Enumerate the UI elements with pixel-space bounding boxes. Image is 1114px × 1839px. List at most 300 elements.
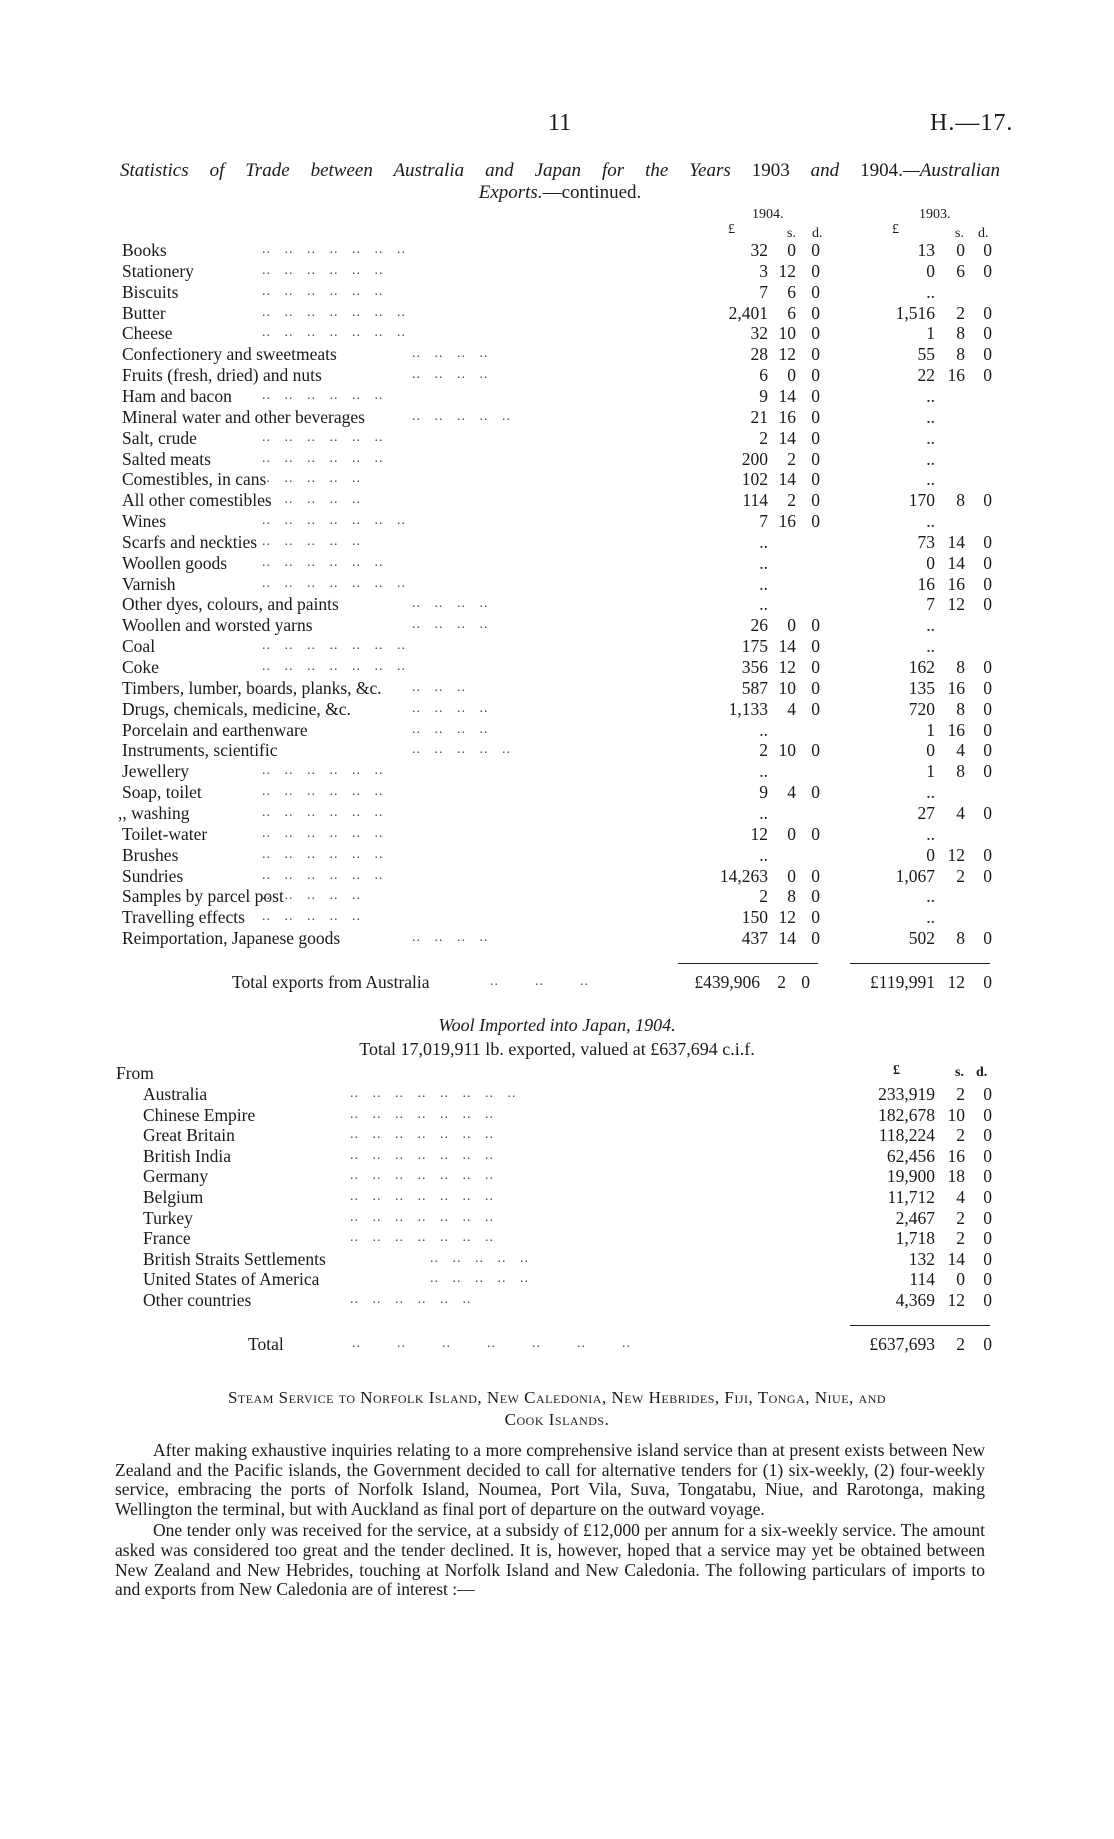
value-pence-1904: 0 [811,511,820,531]
value-pounds-1904: 9 [759,782,768,802]
value-shillings-1903: 6 [956,261,965,281]
leader-dots: .. .. .. .. .. [430,1271,529,1286]
value-pence-1903: 0 [983,678,992,698]
value-pounds-1903: .. [926,449,935,469]
leader-dots: .. .. .. .. .. .. [262,763,384,778]
wool-pence: 0 [983,1146,992,1166]
value-pence-1903: 0 [983,303,992,323]
leader-dots: .. .. .. .. .. .. [262,555,384,570]
row-label: Drugs, chemicals, medicine, &c. [122,699,351,719]
value-pence-1903: 0 [983,928,992,948]
value-pounds-1903: 0 [926,740,935,760]
wool-country: Belgium [143,1187,204,1207]
row-label: Biscuits [122,282,179,302]
table-row [0,449,1114,469]
wool-pence: 0 [983,1125,992,1145]
value-shillings-1903: 8 [956,344,965,364]
wool-country: British Straits Settlements [143,1249,326,1269]
row-label: All other comestibles [122,490,272,510]
leader-dots: .. .. .. .. .. .. [350,1292,472,1307]
leader-dots: .. .. .. .. .. .. .. [350,1210,494,1225]
wool-row [0,1125,1114,1145]
total-shillings-1904: 2 [777,972,786,992]
value-pounds-1904: 12 [750,824,768,844]
row-label: ,, washing [118,803,190,823]
wool-row [0,1084,1114,1104]
row-label: Woollen goods [122,553,228,573]
leader-dots: .. .. .. .. .. .. .. [262,659,406,674]
value-shillings-1903: 16 [947,574,965,594]
value-shillings-1904: 4 [787,782,796,802]
value-pounds-1903: 13 [917,240,935,260]
value-pounds-1903: 0 [926,553,935,573]
value-pounds-1904: 2,401 [728,303,768,323]
paragraph-1: After making exhaustive inquiries relating to a more comprehensive island service than at present exists between New Zealand and the Pacific islands, the Government decided to call for alternative tenders for (1) six-weekly, (2) four-weekly service, embracing the ports of Norfolk Island, Noumea, Port Vila, Suva, Tongatabu, Niue, and Rarotonga, making Wellington the terminal, but with Auckland as final port of departure on the outward voyage. [115,1440,985,1519]
wool-row [0,1166,1114,1186]
table-row [0,720,1114,740]
value-pence-1903: 0 [983,803,992,823]
row-label: Salted meats [122,449,211,469]
leader-dots: .. .. .. .. .. .. .. [350,1107,494,1122]
value-shillings-1903: 0 [956,240,965,260]
value-pounds-1904: .. [759,574,768,594]
table-row [0,928,1114,948]
value-pence-1904: 0 [811,344,820,364]
value-pounds-1903: 1 [926,761,935,781]
wool-country: Turkey [143,1208,193,1228]
value-shillings-1903: 14 [947,553,965,573]
value-pence-1904: 0 [811,428,820,448]
value-pounds-1903: 16 [917,574,935,594]
value-pounds-1904: 7 [759,282,768,302]
value-pounds-1904: 21 [750,407,768,427]
value-pounds-1904: 587 [741,678,768,698]
value-pence-1903: 0 [983,845,992,865]
wool-row [0,1228,1114,1248]
value-shillings-1903: 8 [956,323,965,343]
value-pounds-1904: 7 [759,511,768,531]
col-pounds-1903: £ [892,222,899,237]
table-row [0,678,1114,698]
value-pounds-1904: 28 [750,344,768,364]
leader-dots: .. .. .. .. .. [412,742,511,757]
table-row [0,761,1114,781]
value-pence-1904: 0 [811,824,820,844]
wool-subheading: Total 17,019,911 lb. exported, valued at £637,694 c.i.f. [359,1039,755,1059]
wool-pence: 0 [983,1208,992,1228]
value-pounds-1903: 0 [926,845,935,865]
value-shillings-1904: 0 [787,866,796,886]
value-pounds-1903: .. [926,615,935,635]
table-title: Statistics of Trade between Australia and Japan for the Years 1903 and 1904.—Australian Exports.—continued. [120,160,1001,203]
value-pence-1903: 0 [983,720,992,740]
value-pence-1903: 0 [983,553,992,573]
value-shillings-1904: 2 [787,490,796,510]
col-pounds-1904: £ [728,222,735,237]
table-row [0,740,1114,760]
value-pence-1903: 0 [983,490,992,510]
value-shillings-1904: 10 [778,678,796,698]
value-pence-1903: 0 [983,699,992,719]
leader-dots: .. .. .. .. .. .. [262,284,384,299]
col-pence-1903: d. [978,226,989,241]
value-shillings-1903: 12 [947,594,965,614]
wool-country: Australia [143,1084,208,1104]
wool-row [0,1249,1114,1269]
value-pence-1903: 0 [983,261,992,281]
wool-pounds: 118,224 [878,1125,935,1145]
table-row [0,428,1114,448]
value-shillings-1903: 8 [956,657,965,677]
value-shillings-1904: 14 [778,469,796,489]
table-row [0,303,1114,323]
value-pounds-1904: 437 [741,928,768,948]
row-label: Timbers, lumber, boards, planks, &c. [122,678,382,698]
leader-dots: .. .. .. .. .. .. [262,847,384,862]
value-pence-1904: 0 [811,407,820,427]
wool-shillings: 2 [956,1228,965,1248]
value-pence-1903: 0 [983,344,992,364]
value-pence-1904: 0 [811,886,820,906]
total-label: Total exports from Australia [232,972,430,992]
value-shillings-1903: 8 [956,928,965,948]
value-pounds-1904: 2 [759,428,768,448]
table-row [0,261,1114,281]
value-pounds-1904: 2 [759,740,768,760]
value-pence-1904: 0 [811,615,820,635]
row-label: Jewellery [122,761,190,781]
value-pence-1904: 0 [811,449,820,469]
value-pounds-1903: .. [926,886,935,906]
value-shillings-1904: 12 [778,657,796,677]
leader-dots: .. .. .. .. .. .. .. [350,1168,494,1183]
value-shillings-1904: 10 [778,323,796,343]
table-row [0,699,1114,719]
value-pence-1903: 0 [983,365,992,385]
wool-from-label: From [116,1063,154,1083]
value-pence-1904: 0 [811,469,820,489]
leader-dots: .. .. .. .. .. [262,471,361,486]
row-label: Soap, toilet [122,782,202,802]
steam-body [115,1441,985,1600]
value-pounds-1903: 22 [917,365,935,385]
value-shillings-1903: 4 [956,740,965,760]
value-pence-1904: 0 [811,303,820,323]
page-reference: H.—17. [930,110,1014,136]
wool-col-pounds: £ [893,1063,900,1078]
value-pence-1904: 0 [811,636,820,656]
value-pence-1904: 0 [811,782,820,802]
row-label: Salt, crude [122,428,197,448]
wool-row [0,1146,1114,1166]
value-pounds-1904: 1,133 [728,699,768,719]
row-label: Confectionery and sweetmeats [122,344,337,364]
leader-dots: .. .. .. .. [412,617,489,632]
table-row [0,386,1114,406]
steam-heading-line1: Steam Service to Norfolk Island, New Caledonia, New Hebrides, Fiji, Tonga, Niue, and [227,1388,887,1407]
value-pence-1904: 0 [811,699,820,719]
value-pence-1904: 0 [811,240,820,260]
wool-row [0,1269,1114,1289]
wool-pence: 0 [983,1290,992,1310]
wool-pounds: 233,919 [878,1084,935,1104]
value-shillings-1904: 16 [778,511,796,531]
value-pounds-1903: .. [926,469,935,489]
value-pounds-1904: 114 [742,490,768,510]
leader-dots: .. .. .. .. .. [262,888,361,903]
table-row [0,615,1114,635]
leader-dots: .. .. .. .. .. .. .. [262,638,406,653]
table-row [0,803,1114,823]
wool-pounds: 182,678 [878,1105,935,1125]
value-shillings-1904: 6 [787,282,796,302]
leader-dots: .. .. .. .. .. .. .. [262,513,406,528]
value-pence-1904: 0 [811,866,820,886]
wool-pounds: 1,718 [895,1228,935,1248]
leader-dots: .. .. .. .. .. .. .. [262,576,406,591]
row-label: Comestibles, in cans [122,469,267,489]
value-shillings-1904: 14 [778,928,796,948]
row-label: Instruments, scientific [122,740,278,760]
value-pence-1903: 0 [983,532,992,552]
wool-row [0,1290,1114,1310]
row-label: Reimportation, Japanese goods [122,928,341,948]
row-label: Stationery [122,261,194,281]
table-row [0,511,1114,531]
leader-dots: .. .. .. .. .. .. .. [350,1148,494,1163]
value-pounds-1903: .. [926,824,935,844]
value-pounds-1904: 26 [750,615,768,635]
leader-dots: .. .. .. .. .. .. [262,451,384,466]
value-pence-1904: 0 [811,323,820,343]
value-pounds-1904: 200 [741,449,768,469]
wool-country: France [143,1228,191,1248]
value-pence-1903: 0 [983,740,992,760]
value-pounds-1904: 32 [750,240,768,260]
value-pence-1904: 0 [811,282,820,302]
row-label: Fruits (fresh, dried) and nuts [122,365,322,385]
value-shillings-1903: 14 [947,532,965,552]
leader-dots: .. .. .. .. .. [262,534,361,549]
value-pounds-1903: .. [926,636,935,656]
row-label: Samples by parcel post [122,886,284,906]
value-pence-1904: 0 [811,386,820,406]
wool-pence: 0 [983,1249,992,1269]
value-shillings-1904: 14 [778,428,796,448]
value-shillings-1903: 8 [956,699,965,719]
value-shillings-1904: 14 [778,636,796,656]
leader-dots: .. .. .. .. [412,722,489,737]
wool-pence: 0 [983,1269,992,1289]
wool-pounds: 2,467 [895,1208,935,1228]
wool-total-label: Total [248,1334,284,1354]
value-pounds-1904: 9 [759,386,768,406]
value-pence-1903: 0 [983,574,992,594]
wool-country: Other countries [143,1290,252,1310]
value-shillings-1903: 12 [947,845,965,865]
steam-heading-line2: Cook Islands. [504,1410,610,1429]
table-row [0,866,1114,886]
value-pounds-1904: 356 [741,657,768,677]
value-pence-1904: 0 [811,678,820,698]
total-rule-1903 [850,963,990,964]
value-pounds-1904: 6 [759,365,768,385]
wool-country: Germany [143,1166,209,1186]
wool-col-shillings: s. [955,1065,964,1080]
table-row [0,365,1114,385]
leader-dots: .. .. .. .. .. .. [262,430,384,445]
value-pounds-1904: 102 [741,469,768,489]
value-pounds-1903: 1 [926,323,935,343]
value-shillings-1904: 12 [778,907,796,927]
value-pence-1904: 0 [811,907,820,927]
wool-pounds: 11,712 [887,1187,935,1207]
value-pounds-1904: 2 [759,886,768,906]
leader-dots: .. .. .. .. .. .. .. [262,305,406,320]
value-pounds-1903: .. [926,386,935,406]
paragraph-2: One tender only was received for the service, at a subsidy of £12,000 per annum for a six-weekly service. The amount asked was considered too great and the tender declined. It is, however, hoped that a service may yet be obtained between New Zealand and New Hebrides, touching at Norfolk Island and New Caledonia. The following particulars of imports to and exports from New Caledonia are of interest :— [115,1520,985,1600]
value-pounds-1904: 32 [750,323,768,343]
table-row [0,845,1114,865]
wool-shillings: 16 [947,1146,965,1166]
table-row [0,657,1114,677]
row-label: Travelling effects [122,907,245,927]
wool-pounds: 114 [909,1269,935,1289]
leader-dots: .. .. .. .. .. .. [262,388,384,403]
table-row [0,907,1114,927]
wool-row [0,1208,1114,1228]
value-pounds-1903: .. [926,407,935,427]
wool-row [0,1187,1114,1207]
leader-dots: .. .. .. .. .. .. .. [262,242,406,257]
leader-dots: .. .. .. .. .. .. .. [262,325,406,340]
value-pounds-1903: 1 [926,720,935,740]
row-label: Mineral water and other beverages [122,407,365,427]
row-label: Coal [122,636,156,656]
wool-total-rule [850,1325,990,1326]
value-shillings-1904: 0 [787,824,796,844]
value-pounds-1904: .. [759,720,768,740]
value-pounds-1904: 14,263 [719,866,768,886]
table-row [0,824,1114,844]
col-shillings-1903: s. [955,226,964,241]
value-shillings-1903: 8 [956,761,965,781]
value-pounds-1903: 0 [926,261,935,281]
leader-dots: .. .. .. .. .. [412,409,511,424]
value-pounds-1904: .. [759,803,768,823]
value-pounds-1903: .. [926,282,935,302]
value-pounds-1904: 150 [741,907,768,927]
table-row [0,282,1114,302]
wool-pence: 0 [983,1187,992,1207]
leader-dots: .. .. .. [412,680,466,695]
wool-total-pence: 0 [983,1334,992,1354]
wool-shillings: 4 [956,1187,965,1207]
value-shillings-1904: 14 [778,386,796,406]
value-pounds-1904: .. [759,553,768,573]
value-pence-1904: 0 [811,490,820,510]
wool-shillings: 2 [956,1084,965,1104]
value-pounds-1903: 502 [908,928,935,948]
col-pence-1904: d. [812,226,823,241]
wool-pence: 0 [983,1084,992,1104]
row-label: Sundries [122,866,184,886]
page-number: 11 [548,110,572,136]
leader-dots: .. .. .. .. .. .. .. [350,1189,494,1204]
wool-country: British India [143,1146,231,1166]
value-shillings-1904: 0 [787,240,796,260]
wool-country: Chinese Empire [143,1105,256,1125]
value-pounds-1904: 3 [759,261,768,281]
year-1903-header: 1903. [919,207,951,222]
value-shillings-1903: 2 [956,866,965,886]
leader-dots: .. .. .. .. [412,596,489,611]
leader-dots: .. .. .. .. [412,701,489,716]
year-1904-header: 1904. [752,207,784,222]
value-pounds-1903: .. [926,782,935,802]
value-shillings-1904: 8 [787,886,796,906]
wool-shillings: 14 [947,1249,965,1269]
value-pence-1903: 0 [983,240,992,260]
leader-dots: .. .. .. .. .. .. [262,805,384,820]
leader-dots: .. .. .. .. .. .. [262,784,384,799]
value-shillings-1903: 8 [956,490,965,510]
table-row [0,782,1114,802]
value-pence-1904: 0 [811,740,820,760]
value-pence-1903: 0 [983,866,992,886]
row-label: Ham and bacon [122,386,232,406]
table-row [0,407,1114,427]
table-row [0,323,1114,343]
value-pence-1904: 0 [811,928,820,948]
value-pence-1904: 0 [811,261,820,281]
value-shillings-1904: 2 [787,449,796,469]
leader-dots: .. .. .. .. .. [430,1251,529,1266]
value-pounds-1904: .. [759,845,768,865]
value-pounds-1903: .. [926,907,935,927]
row-label: Coke [122,657,159,677]
value-pounds-1904: .. [759,532,768,552]
value-shillings-1903: 16 [947,678,965,698]
value-pounds-1903: 1,067 [895,866,935,886]
table-row [0,574,1114,594]
total-pence-1904: 0 [801,972,810,992]
value-pounds-1903: 7 [926,594,935,614]
table-row [0,344,1114,364]
leader-dots: .. .. .. .. .. [262,909,361,924]
leader-dots: .. .. .. .. .. .. [262,826,384,841]
wool-total-pounds: £637,693 [869,1334,935,1354]
wool-shillings: 2 [956,1125,965,1145]
wool-pounds: 132 [908,1249,935,1269]
wool-row [0,1105,1114,1125]
wool-total-row [0,1334,1114,1354]
value-pounds-1903: .. [926,428,935,448]
table-row [0,469,1114,489]
value-pounds-1903: 170 [908,490,935,510]
value-shillings-1904: 16 [778,407,796,427]
wool-total-shillings: 2 [956,1334,965,1354]
leader-dots: .. .. .. .. .. .. .. [352,1336,631,1351]
wool-heading: Wool Imported into Japan, 1904. [438,1015,676,1035]
leader-dots: .. .. .. [490,974,589,989]
value-pounds-1904: .. [759,594,768,614]
value-shillings-1904: 4 [787,699,796,719]
row-label: Other dyes, colours, and paints [122,594,339,614]
value-pounds-1904: 175 [741,636,768,656]
leader-dots: .. .. .. .. .. .. .. [350,1127,494,1142]
wool-country: United States of America [143,1269,320,1289]
